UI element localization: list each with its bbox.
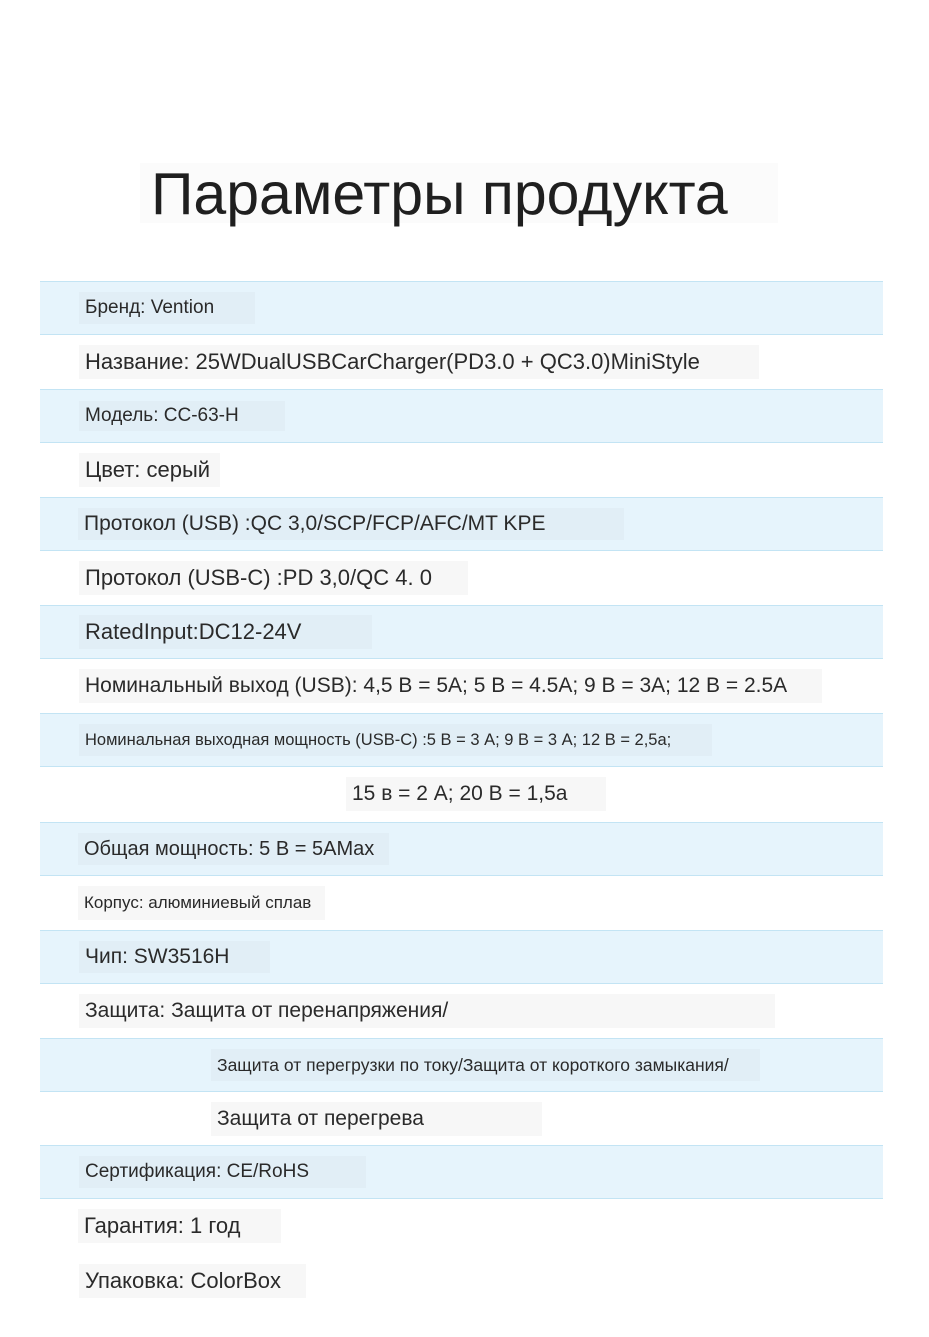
spec-row-model (40, 389, 883, 443)
spec-row-packaging (40, 1254, 883, 1308)
spec-row-rated-output-usb (40, 659, 883, 713)
spec-text: Бренд: Vention (85, 297, 215, 318)
spec-text: Гарантия: 1 год (84, 1213, 241, 1238)
page-title: Параметры продукта (151, 161, 728, 227)
spec-text: Название: 25WDualUSBCarCharger(PD3.0 + QC3.0)MiniStyle (85, 349, 700, 374)
spec-chip (79, 1264, 306, 1298)
spec-chip (79, 669, 822, 703)
spec-text: Модель: CC-63-H (85, 405, 239, 426)
spec-row-chip (40, 930, 883, 984)
spec-chip (78, 833, 389, 865)
spec-text: Номинальный выход (USB): 4,5 В = 5А; 5 В = 4.5А; 9 В = 3А; 12 В = 2.5А (85, 674, 788, 697)
spec-row-protocol-usbc (40, 551, 883, 605)
spec-row-rated-output-usbc (40, 713, 883, 767)
spec-row-protection-cont-1 (40, 1038, 883, 1092)
spec-row-rated-input (40, 605, 883, 659)
spec-chip (346, 777, 606, 811)
spec-chip (79, 1156, 366, 1188)
spec-chip (79, 994, 775, 1028)
spec-row-housing (40, 876, 883, 930)
spec-chip (79, 292, 255, 324)
spec-text: Общая мощность: 5 В = 5AMax (84, 837, 375, 860)
spec-row-total-power (40, 822, 883, 876)
spec-chip (79, 724, 712, 756)
spec-text: Номинальная выходная мощность (USB-C) :5 В = 3 А; 9 В = 3 А; 12 В = 2,5а; (85, 730, 672, 749)
spec-text: Корпус: алюминиевый сплав (84, 893, 312, 912)
spec-row-protection (40, 984, 883, 1038)
spec-chip (79, 401, 285, 431)
spec-text: Цвет: серый (85, 457, 211, 482)
spec-chip (211, 1049, 760, 1081)
spec-row-color (40, 443, 883, 497)
spec-chip (79, 615, 372, 649)
spec-chip (79, 941, 270, 973)
spec-chip (79, 345, 759, 379)
spec-chip (79, 561, 468, 595)
spec-text: Защита от перегрузки по току/Защита от короткого замыкания/ (217, 1054, 729, 1075)
spec-chip (78, 508, 624, 540)
spec-row-protocol-usb (40, 497, 883, 551)
spec-text: Протокол (USB-C) :PD 3,0/QC 4. 0 (85, 565, 432, 590)
spec-chip (79, 453, 220, 487)
spec-row-brand (40, 281, 883, 335)
spec-text: RatedInput:DC12-24V (85, 619, 302, 644)
spec-text: Защита: Защита от перенапряжения/ (85, 999, 449, 1022)
spec-row-warranty (40, 1199, 883, 1253)
spec-text: Защита от перегрева (217, 1107, 424, 1130)
spec-chip (211, 1102, 542, 1136)
spec-text: Упаковка: ColorBox (85, 1268, 281, 1293)
spec-row-certification (40, 1145, 883, 1199)
spec-row-protection-cont-2 (40, 1092, 883, 1146)
spec-chip (78, 886, 325, 920)
spec-text: Сертификация: CE/RoHS (85, 1161, 309, 1182)
spec-row-name (40, 335, 883, 389)
spec-text: 15 в = 2 А; 20 В = 1,5а (352, 782, 568, 805)
spec-text: Чип: SW3516H (85, 945, 230, 968)
spec-row-rated-output-usbc-cont (40, 767, 883, 821)
spec-text: Протокол (USB) :QC 3,0/SCP/FCP/AFC/MT KPE (84, 512, 546, 535)
spec-chip (78, 1209, 281, 1243)
